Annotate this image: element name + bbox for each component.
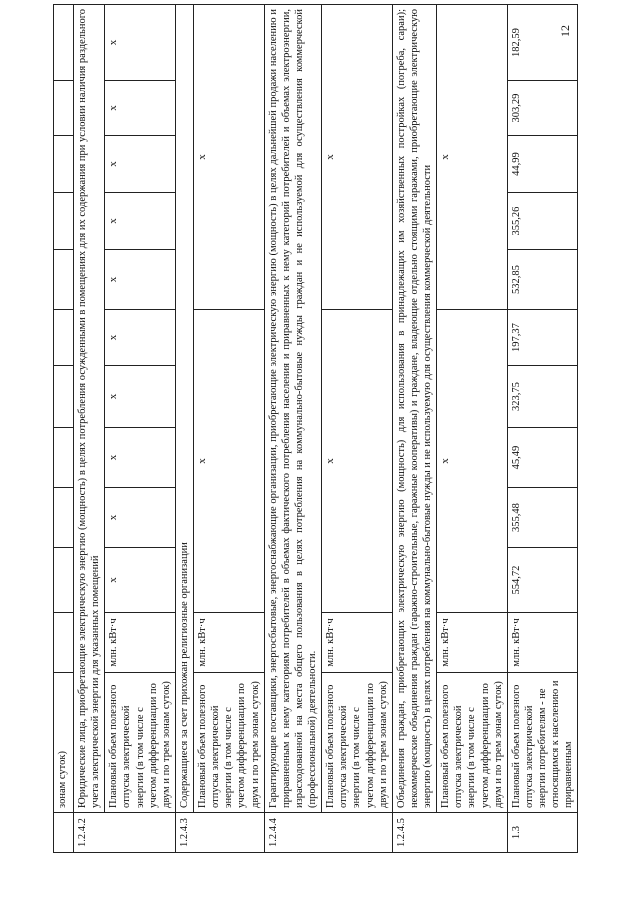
- table-row: [74, 5, 105, 853]
- table-row: [54, 5, 74, 853]
- value-cell: x: [105, 428, 176, 488]
- value-cell: 45,49: [507, 428, 578, 488]
- merged-value-cell: x: [437, 5, 508, 310]
- table-row: [264, 5, 322, 853]
- value-cell: 303,29: [507, 81, 578, 136]
- value-cell: 355,48: [507, 488, 578, 548]
- value-cell: x: [105, 81, 176, 136]
- table-row: [392, 5, 436, 853]
- table-row: [175, 5, 193, 853]
- merged-value-cell: x: [194, 5, 265, 310]
- row-number: 1.2.4.5: [392, 813, 507, 853]
- value-cell: x: [105, 193, 176, 250]
- merged-value-cell: x: [322, 310, 393, 613]
- merged-value-cell: x: [194, 310, 265, 613]
- row-desc: Плановый объем полезного отпуска электрической энергии (в том числе с учетом дифференциации по двум и по трем зонам суток): [105, 673, 176, 813]
- unit-cell: млн. кВт·ч: [322, 613, 393, 673]
- row-number: 1.3: [507, 813, 578, 853]
- value-cell: x: [105, 250, 176, 310]
- plan-table: [53, 4, 578, 853]
- value-cell: 532,85: [507, 250, 578, 310]
- value-cell: x: [105, 136, 176, 193]
- table-row: [105, 5, 176, 853]
- value-cell: x: [105, 548, 176, 613]
- value-cell: x: [105, 310, 176, 366]
- row-desc: Плановый объем полезного отпуска электрической энергии (в том числе с учетом дифференциации по двум и по трем зонам суток): [322, 673, 393, 813]
- row-number: 1.2.4.2: [74, 813, 176, 853]
- value-cell: 355,26: [507, 193, 578, 250]
- table-row: [437, 5, 508, 853]
- row-desc: зонам суток): [54, 673, 74, 813]
- value-cell: 197,37: [507, 310, 578, 366]
- row-desc: Плановый объем полезного отпуска электрической энергии (в том числе с учетом дифференциации по двум и по трем зонам суток): [194, 673, 265, 813]
- row-number: 1.2.4.4: [264, 813, 392, 853]
- row-desc: Плановый объем полезного отпуска электрической энергии потребителям - не относящимся к населению и приравненным: [507, 673, 578, 813]
- value-cell: x: [105, 5, 176, 81]
- value-cell: 182,59: [507, 5, 578, 81]
- value-cell: 554,72: [507, 548, 578, 613]
- section-heading: Гарантирующие поставщики, энергосбытовые, энергоснабжающие организации, приобретающие электрическую энергию (мощность) в целях дальнейшей продажи населению и приравненным к нему категориям потребителей в объемах фактического потребления населения и приравненных к нему категорий потребителей и объемах электроэнергии, израсходованной на места общего пользования в целях потребления на коммунально-бытовые нужды граждан и не используемой для осуществления коммерческой (профессиональной) деятельности.: [264, 5, 322, 813]
- section-heading: Объединения граждан, приобретающих электрическую энергию (мощность) для использования в принадлежащих им хозяйственных постройках (погреба, сараи); некоммерческие объединения граждан (гаражно-строительные, гаражные кооперативы) и граждане, владеющие отдельно стоящими гаражами, приобретающие электрическую энергию (мощность) в целях потребления на коммунально-бытовые нужды и не используемую для осуществления коммерческой деятельности: [392, 5, 436, 813]
- unit-cell: млн. кВт·ч: [437, 613, 508, 673]
- value-cell: 44,99: [507, 136, 578, 193]
- unit-cell: млн. кВт·ч: [507, 613, 578, 673]
- merged-value-cell: x: [322, 5, 393, 310]
- unit-cell: млн. кВт·ч: [194, 613, 265, 673]
- value-cell: x: [105, 488, 176, 548]
- section-heading: Содержащиеся за счет прихожан религиозные организации: [175, 5, 193, 813]
- table-row: [322, 5, 393, 853]
- table-row: [507, 5, 578, 853]
- row-desc: Плановый объем полезного отпуска электрической энергии (в том числе с учетом дифференциации по двум и по трем зонам суток): [437, 673, 508, 813]
- value-cell: 323,75: [507, 366, 578, 428]
- row-number: 1.2.4.3: [175, 813, 264, 853]
- section-heading: Юридические лица, приобретающие электрическую энергию (мощность) в целях потребления осужденными в помещениях для их содержания при условии наличия раздельного учета электрической энергии для указанных помещений: [74, 5, 105, 813]
- table-row: [194, 5, 265, 853]
- merged-value-cell: x: [437, 310, 508, 613]
- unit-cell: млн. кВт·ч: [105, 613, 176, 673]
- page-number: 12: [558, 25, 572, 37]
- value-cell: x: [105, 366, 176, 428]
